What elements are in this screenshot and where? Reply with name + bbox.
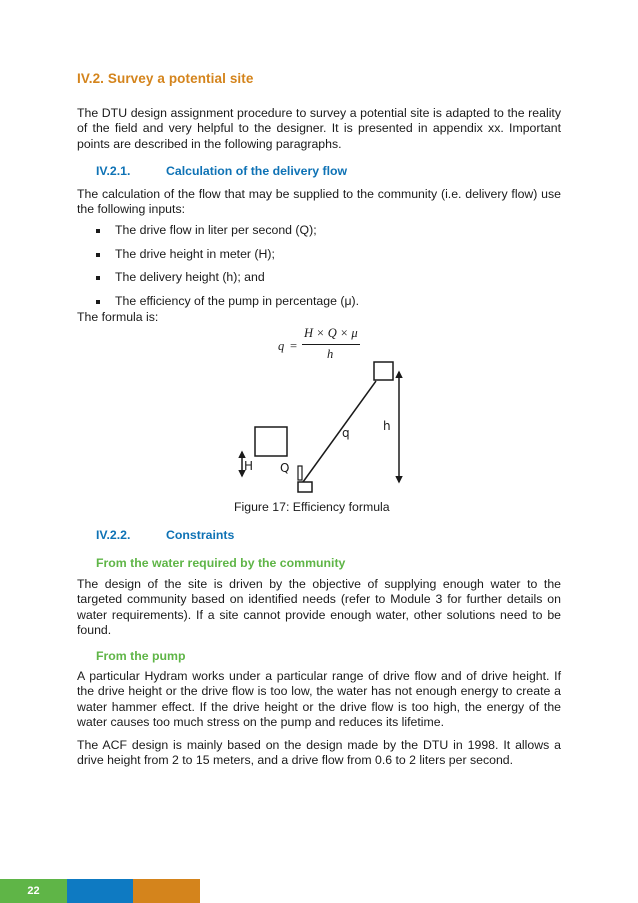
subsection-2-heading [96,528,234,543]
input-list [96,223,359,317]
formula-numerator: H × Q × μ [304,326,358,340]
formula-denominator: h [327,347,334,361]
list-item: The drive flow in liter per second (Q); [96,223,359,247]
formula-label: The formula is: [77,310,159,324]
label-H: H [244,459,254,473]
label-h: h [383,419,391,433]
label-q: q [342,426,350,440]
source-tank [255,427,287,456]
subsection-2-number: IV.2.2. [96,528,131,542]
subsection-1-number: IV.2.1. [96,164,131,178]
drive-pipe [298,466,302,480]
acf-text: The ACF design is mainly based on the design made by the DTU in 1998. It allows a drive height from 2 to 15 meters, and a drive flow from 0.6 to 2 liters per second. [77,738,561,768]
list-item: The delivery height (h); and [96,270,359,294]
formula-lhs: q [278,339,285,353]
formula-equals: = [290,339,298,353]
footer-bar-orange [133,879,200,903]
delivery-tank [374,362,393,380]
bullet-icon [96,300,100,304]
formula-fraction-bar [302,344,360,345]
bullet-icon [96,253,100,257]
community-heading: From the water required by the community [96,556,346,570]
pump-heading: From the pump [96,649,186,663]
delivery-pipe [303,381,376,482]
subsection-2-title: Constraints [166,528,235,542]
bullet-icon [96,276,100,280]
subsection-1-intro: The calculation of the flow that may be supplied to the community (i.e. delivery flow) use the following inputs: [77,187,561,217]
list-item: The efficiency of the pump in percentage (μ). [96,294,359,318]
community-text: The design of the site is driven by the objective of supplying enough water to the targeted community based on identified needs (refer to Module 3 for further details on water requirements). If a site cannot provide enough water, other solutions need to be found. [77,577,561,638]
section-title: IV.2. Survey a potential site [77,71,254,86]
pump-text: A particular Hydram works under a particular range of drive flow and of drive height. If the drive height or the drive flow is too low, the water has not enough energy to create a water hammer effect. If the drive height or the drive flow is too high, the energy of the water causes too much stress on the pump and reduces its lifetime. [77,669,561,730]
subsection-1-heading [96,164,347,179]
pump-box [298,482,312,492]
label-Q: Q [280,461,290,475]
bullet-icon [96,229,100,233]
page-number: 22 [0,879,67,903]
efficiency-diagram [232,356,412,496]
subsection-1-title: Calculation of the delivery flow [166,164,348,178]
list-item: The drive height in meter (H); [96,247,359,271]
footer-bar-blue [67,879,133,903]
figure-caption: Figure 17: Efficiency formula [234,500,390,514]
section-intro: The DTU design assignment procedure to survey a potential site is adapted to the reality of the field and very helpful to the designer. It is presented in appendix xx. Important points are described in the following paragraphs. [77,106,561,151]
